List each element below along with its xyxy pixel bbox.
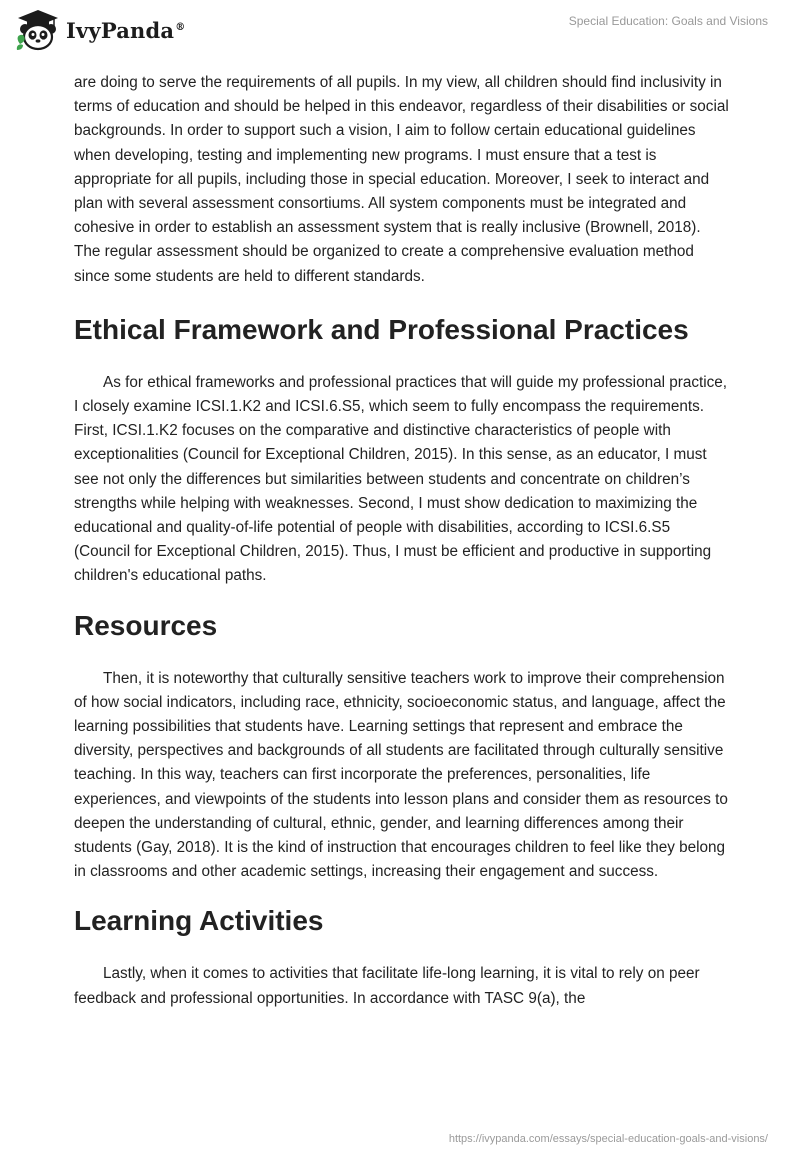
paragraph-resources: Then, it is noteworthy that culturally sensitive teachers work to improve their comprehension of how social indicators, including race, ethnicity, socioeconomic status, and language, affect the learning possibilities that students have. Learning settings that represent and embrace the diversity, perspectives and backgrounds of all students are facilitated through culturally sensitive teaching. In this way, teachers can first incorporate the preferences, personalities, life experiences, and viewpoints of the students into lesson plans and consider them as resources to deepen the understanding of cultural, ethnic, gender, and learning differences among their students (Gay, 2018). It is the kind of instruction that encourages children to feel like they belong in classrooms and other academic settings, increasing their engagement and success.	[74, 669, 728, 881]
intro-paragraph: are doing to serve the requirements of all pupils. In my view, all children should find inclusivity in terms of education and should be helped in this endeavor, regardless of their disabilities or social backgrounds. In order to support such a vision, I aim to follow certain educational guidelines when developing, testing and implementing new programs. I must ensure that a test is appropriate for all pupils, including those in special education. Moreover, I seek to interact and plan with several assessment consortiums. All system components must be integrated and cohesive in order to establish an assessment system that is really inclusive (Brownell, 2018). The regular assessment should be organized to create a comprehensive evaluation method since some students are held to different standards.	[74, 74, 729, 285]
logo-wordmark: IvyPanda®	[66, 17, 186, 43]
heading-resources: Resources	[74, 609, 218, 641]
panda-graduation-cap-icon	[14, 8, 62, 52]
ivypanda-logo[interactable]	[14, 8, 185, 52]
essay-content	[74, 71, 730, 1011]
paragraph-ethical-framework: As for ethical frameworks and professional practices that will guide my professional practice, I closely examine ICSI.1.K2 and ICSI.6.S5, which seem to fully encompass the requirements. First, ICSI.1.K2 focuses on the comparative and distinctive characteristics of people with exceptionalities (Council for Exceptional Children, 2015). In this sense, as an educator, I must see not only the differences but similarities between students and concentrate on children’s strengths while helping with weaknesses. Second, I must show dedication to maximizing the educational and quality-of-life potential of people with disabilities, according to ICSI.6.S5 (Council for Exceptional Children, 2015). Thus, I must be efficient and productive in supporting children's educational paths.	[74, 373, 728, 585]
heading-ethical-framework: Ethical Framework and Professional Practices	[74, 313, 689, 345]
paragraph-learning-activities: Lastly, when it comes to activities that facilitate life-long learning, it is vital to rely on peer feedback and professional opportunities. In accordance with TASC 9(a), the	[74, 965, 700, 1007]
running-title: Special Education: Goals and Visions	[568, 14, 768, 28]
page-header	[0, 0, 800, 60]
heading-learning-activities: Learning Activities	[74, 905, 324, 937]
footer-url-link[interactable]: https://ivypanda.com/essays/special-education-goals-and-visions/	[448, 1133, 768, 1145]
